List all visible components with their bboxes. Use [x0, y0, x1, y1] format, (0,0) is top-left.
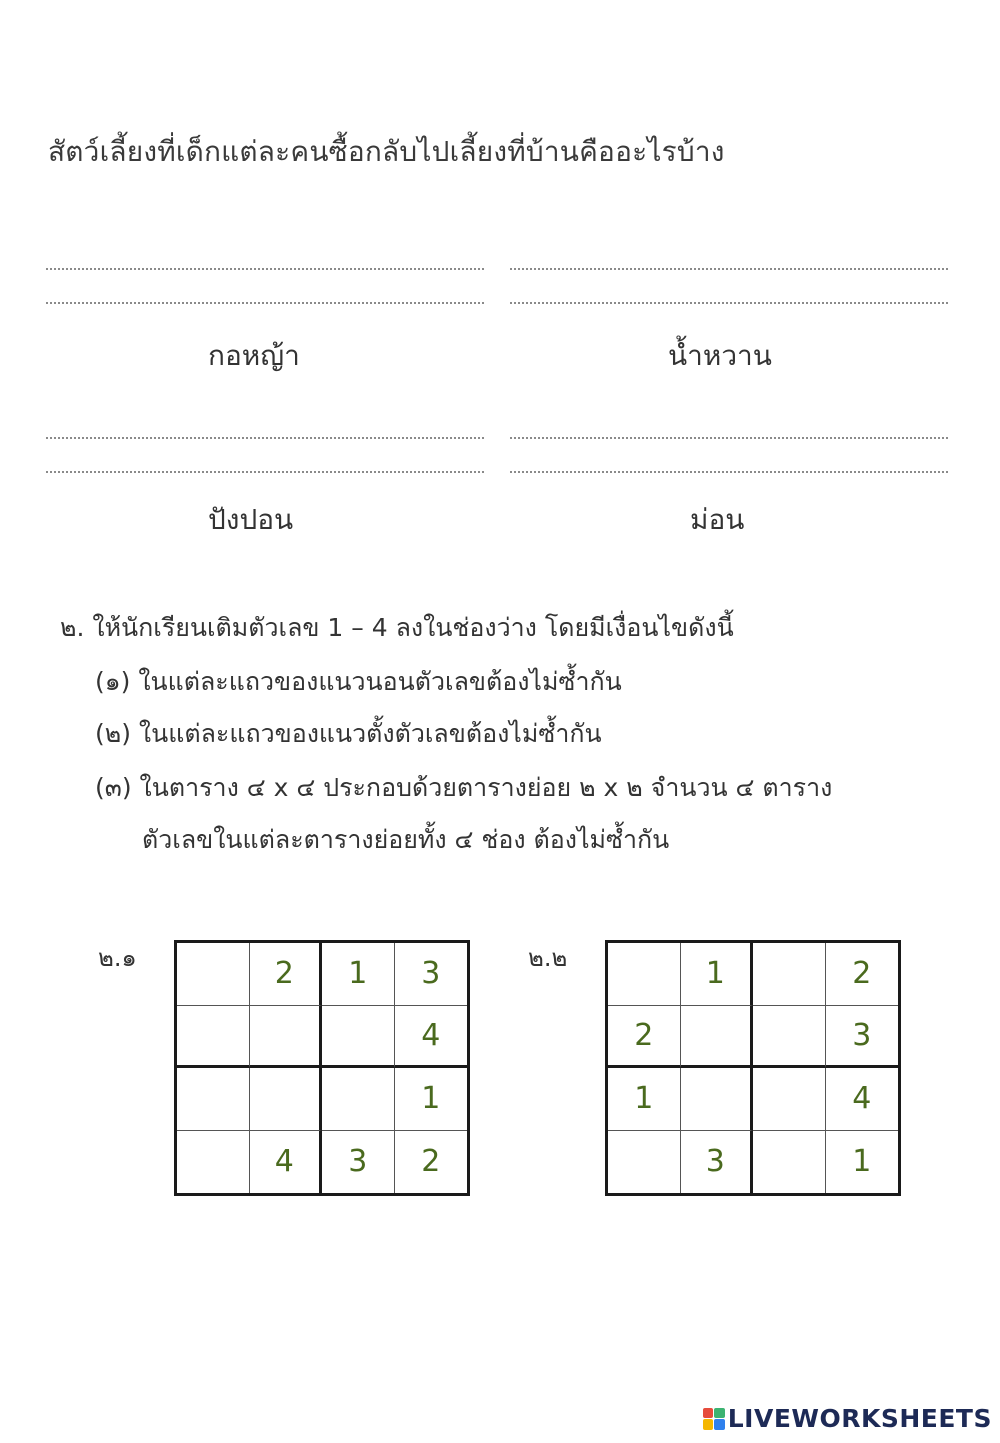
answer-line [46, 268, 484, 270]
instruction-rule-2: (๒) ในแต่ละแถวของแนวตั้งตัวเลขต้องไม่ซ้ำกัน [95, 719, 602, 748]
answer-line[interactable] [46, 302, 484, 304]
sudoku-empty-cell[interactable] [753, 1131, 826, 1194]
sudoku-empty-cell[interactable] [177, 1131, 250, 1194]
sudoku-given-cell: 1 [852, 1144, 872, 1180]
name-label-pangpon: ปังปอน [208, 503, 294, 536]
sudoku-grid-2-1 [174, 940, 470, 1196]
sudoku-given-cell: 1 [681, 943, 754, 1006]
sudoku-empty-cell[interactable] [681, 1006, 754, 1069]
sudoku-given-cell: 4 [250, 1131, 323, 1194]
sudoku-given-cell: 1 [608, 1068, 681, 1131]
sudoku-empty-cell[interactable] [322, 1006, 395, 1069]
sudoku-empty-cell[interactable] [681, 1068, 754, 1131]
sudoku-empty-cell[interactable] [753, 1006, 826, 1069]
instruction-rule-3: (๓) ในตาราง ๔ x ๔ ประกอบด้วยตารางย่อย ๒ x ๒ จำนวน ๔ ตาราง [95, 773, 833, 802]
sudoku-given-cell: 4 [826, 1068, 899, 1131]
sudoku-empty-cell[interactable] [177, 1006, 250, 1069]
sudoku-given-cell: 3 [681, 1131, 754, 1194]
sudoku-empty-cell[interactable] [177, 943, 250, 1006]
sudoku-given-cell: 1 [322, 943, 395, 1006]
sudoku-given-cell: 1 [395, 1068, 468, 1131]
sudoku-empty-cell[interactable] [177, 1068, 250, 1131]
sudoku-given-cell: 4 [395, 1006, 468, 1069]
answer-line [46, 437, 484, 439]
sudoku-empty-cell[interactable] [753, 1068, 826, 1131]
sudoku-given-cell: 3 [826, 1006, 899, 1069]
instruction-rule-3-continued: ตัวเลขในแต่ละตารางย่อยทั้ง ๔ ช่อง ต้องไม่ซ้ำกัน [142, 825, 670, 854]
liveworksheets-logo[interactable] [703, 1404, 992, 1433]
sudoku-given-cell: 3 [322, 1131, 395, 1194]
name-label-namwan: น้ำหวาน [668, 339, 772, 372]
instruction-rule-1: (๑) ในแต่ละแถวของแนวนอนตัวเลขต้องไม่ซ้ำกัน [95, 667, 622, 696]
sudoku-grid-2-2 [605, 940, 901, 1196]
logo-mark-icon [703, 1408, 725, 1430]
sudoku-empty-cell[interactable] [608, 943, 681, 1006]
sudoku-empty-cell[interactable] [322, 1068, 395, 1131]
sudoku-empty-cell[interactable] [250, 1068, 323, 1131]
answer-line[interactable] [46, 471, 484, 473]
grid-label: ๒.๒ [528, 944, 568, 972]
answer-line[interactable] [510, 471, 948, 473]
answer-line [510, 437, 948, 439]
sudoku-given-cell: 3 [395, 943, 468, 1006]
question-text: สัตว์เลี้ยงที่เด็กแต่ละคนซื้อกลับไปเลี้ยงที่บ้านคืออะไรบ้าง [48, 135, 725, 168]
sudoku-empty-cell[interactable] [608, 1131, 681, 1194]
name-label-koyaa: กอหญ้า [208, 339, 300, 372]
sudoku-empty-cell[interactable] [753, 943, 826, 1006]
grid-label: ๒.๑ [98, 944, 137, 972]
sudoku-empty-cell[interactable] [250, 1006, 323, 1069]
sudoku-given-cell: 2 [421, 1144, 441, 1180]
sudoku-given-cell: 2 [250, 943, 323, 1006]
sudoku-given-cell: 2 [608, 1006, 681, 1069]
instruction-heading: ๒. ให้นักเรียนเติมตัวเลข 1 – 4 ลงในช่องว่าง โดยมีเงื่อนไขดังนี้ [60, 613, 734, 642]
answer-line [510, 268, 948, 270]
brand-name: LIVEWORKSHEETS [727, 1404, 992, 1433]
sudoku-given-cell: 2 [826, 943, 899, 1006]
answer-line[interactable] [510, 302, 948, 304]
name-label-mon: ม่อน [690, 503, 745, 536]
